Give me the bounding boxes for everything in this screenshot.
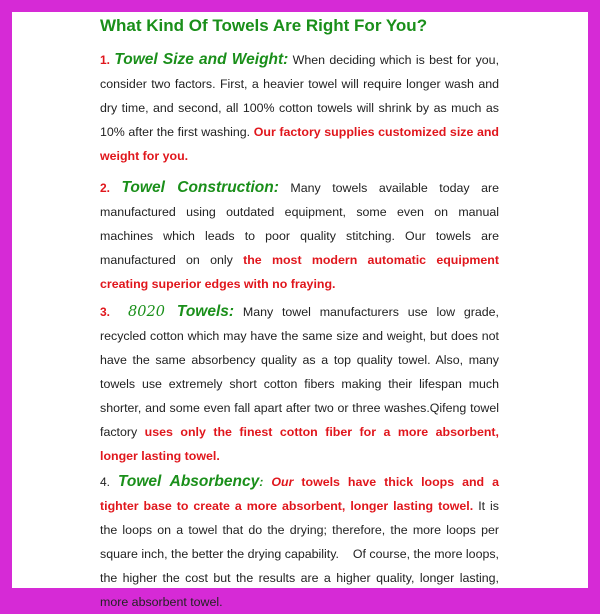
section-script-label: 8020 bbox=[128, 304, 165, 320]
section-body: It is the loops on a towel that do the drying; therefore, the more loops per square inch, the better the drying capability. Of course, the more loops, the higher the cost but the results are a higher quality, longer lasting, more absorbent towel. bbox=[100, 499, 503, 609]
section-heading: Towel Construction: bbox=[121, 179, 279, 196]
section-heading: Towel Absorbency bbox=[118, 473, 260, 490]
section-highlight: Our factory supplies customized size and weight for you. bbox=[100, 125, 499, 163]
section-body: Many towel manufacturers use low grade, recycled cotton which may have the same size and weight, but does not have the same absorbency quality as a top quality towel. Also, many towels use extremely short cotton fibers making their lifespan much shorter, and some even fall apart after two or three washes.Qifeng towel factory bbox=[100, 305, 499, 439]
section-8020-towels bbox=[100, 300, 499, 468]
section-heading: Towel Size and Weight: bbox=[114, 51, 289, 68]
section-number: 1. bbox=[100, 53, 111, 67]
section-towel-size-weight bbox=[100, 48, 499, 168]
section-body: When deciding which is best for you, consider two factors. First, a heavier towel will require longer wash and dry time, and second, all 100% cotton towels will shrink by as much as 10% after the first washing. bbox=[100, 53, 500, 139]
page-title: What Kind Of Towels Are Right For You? bbox=[100, 16, 428, 35]
section-highlight-lead: Our bbox=[271, 475, 294, 489]
section-towel-absorbency bbox=[100, 470, 503, 614]
content-panel bbox=[12, 12, 588, 609]
section-highlight: towels have thick loops and a tighter base to create a more absorbent, longer lasting towel. bbox=[100, 475, 499, 513]
section-number: 4. bbox=[100, 475, 111, 489]
section-body: Many towels available today are manufactured using outdated equipment, some even on manual machines which leads to poor quality stitching. Our towels are manufactured on only bbox=[100, 181, 499, 267]
section-number: 2. bbox=[100, 181, 111, 195]
section-towel-construction bbox=[100, 176, 499, 296]
section-heading-separator: : bbox=[259, 475, 264, 489]
section-heading: Towels: bbox=[176, 303, 235, 320]
section-highlight: uses only the finest cotton fiber for a more absorbent, longer lasting towel. bbox=[100, 425, 499, 463]
section-number: 3. bbox=[100, 305, 111, 319]
section-highlight: the most modern automatic equipment creating superior edges with no fraying. bbox=[100, 253, 499, 291]
